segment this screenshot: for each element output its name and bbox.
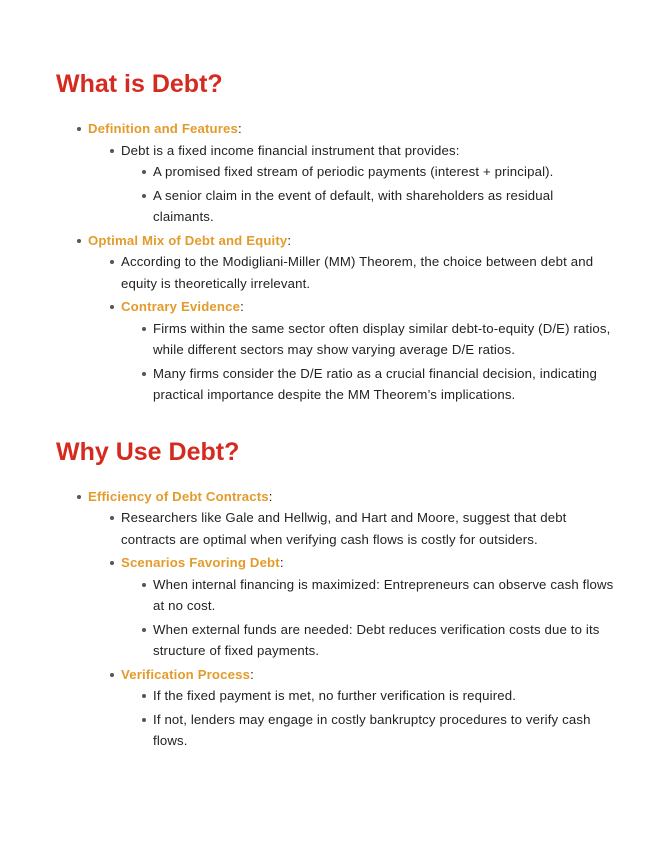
bullet-list-level-2 [88,251,615,406]
list-item [153,574,615,617]
item-text: If the fixed payment is met, no further verification is required. [153,688,517,703]
list-item [121,664,615,752]
item-text: Firms within the same sector often display similar debt-to-equity (D/E) ratios, while different sectors may show varying average D/E ratios. [153,320,611,357]
label-colon: : [268,488,273,504]
item-text: A promised fixed stream of periodic payments (interest + principal). [153,164,554,179]
list-item [153,185,615,228]
item-text: Researchers like Gale and Hellwig, and Hart and Moore, suggest that debt contracts are optimal when verifying cash flows is costly for outsiders. [121,510,567,547]
item-text: According to the Modigliani-Miller (MM) Theorem, the choice between debt and equity is theoretically irrelevant. [121,254,594,291]
bullet-list-level-3 [121,574,615,662]
list-item [121,296,615,406]
list-item [153,318,615,361]
list-item [88,230,615,406]
item-text: A senior claim in the event of default, with shareholders as residual claimants. [153,187,554,224]
item-label: Optimal Mix of Debt and Equity [88,232,288,248]
list-item [153,685,615,707]
bullet-list-level-3 [121,161,615,228]
section-heading: What is Debt? [56,70,223,98]
item-label: Scenarios Favoring Debt [121,555,280,570]
list-item [153,709,615,752]
bullet-list-level-1 [56,118,615,406]
label-colon: : [240,299,244,314]
bullet-list-level-2 [88,507,615,752]
label-colon: : [287,232,292,248]
bullet-list-level-3 [121,318,615,406]
item-label: Verification Process [121,666,251,682]
item-text: Debt is a fixed income financial instrument that provides: [121,142,460,158]
list-item [121,552,615,662]
item-text: When external funds are needed: Debt reduces verification costs due to its structure of fixed payments. [153,621,600,658]
list-item [88,118,615,228]
list-item [121,140,615,228]
item-text: Many firms consider the D/E ratio as a crucial financial decision, indicating practical importance despite the MM Theorem’s implications. [153,365,598,402]
list-item [88,486,615,752]
list-item [121,507,615,550]
bullet-list-level-3 [121,685,615,752]
item-text: When internal financing is maximized: Entrepreneurs can observe cash flows at no cost. [153,576,614,613]
list-item [153,363,615,406]
label-colon: : [238,121,242,136]
list-item [153,619,615,662]
section-heading: Why Use Debt? [56,437,240,466]
item-label: Definition and Features [88,121,238,136]
bullet-list-level-2 [88,140,615,228]
bullet-list-level-1 [56,486,615,752]
item-label: Efficiency of Debt Contracts [88,488,269,504]
label-colon: : [279,555,284,570]
item-text: If not, lenders may engage in costly bankruptcy procedures to verify cash flows. [153,711,591,748]
list-item [153,161,615,183]
item-label: Contrary Evidence [121,299,241,314]
list-item [121,251,615,294]
label-colon: : [250,666,254,682]
